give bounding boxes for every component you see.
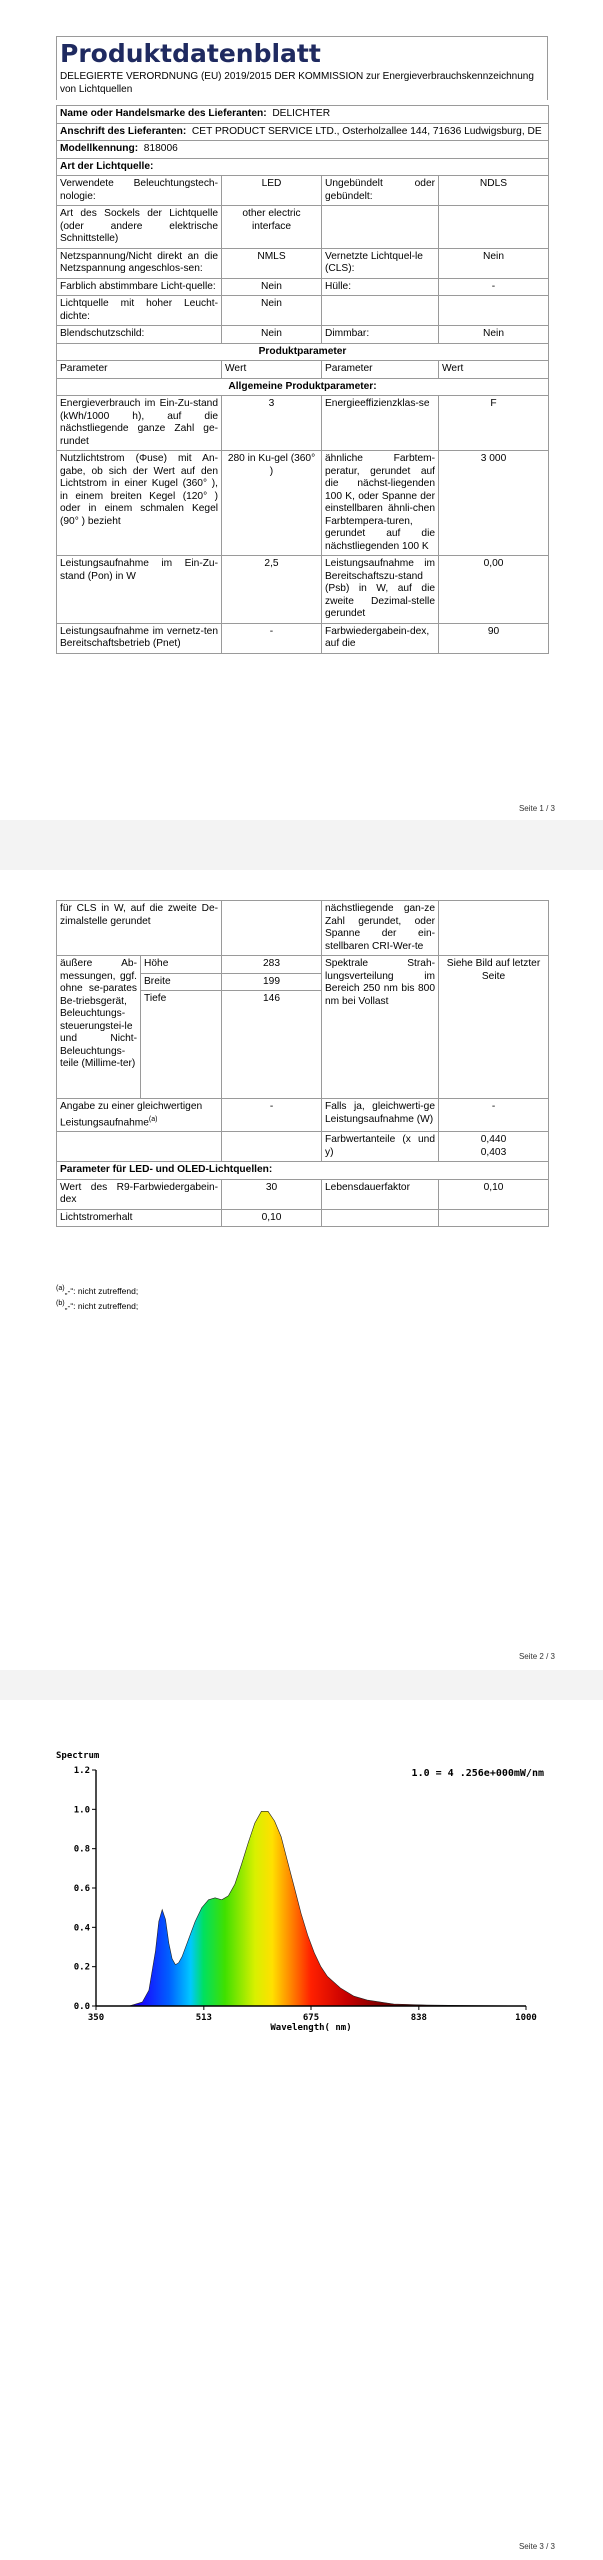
envelope-label: Hülle: [322,278,439,296]
x-tick-label: 350 [87,2013,105,2023]
envelope-value: - [439,278,549,296]
x-axis [88,2006,537,2023]
table-row [57,1099,549,1132]
value-column-header: Wert [439,361,549,379]
model-label: Modellkennung: [60,143,139,154]
r9-value: 30 [222,1179,322,1209]
cls-label: Vernetzte Lichtquel-le (CLS): [322,248,439,278]
document-title: Produktdatenblatt [60,39,321,68]
table-row [57,176,549,206]
table-row [57,623,549,653]
cri-value: 90 [439,623,549,653]
chroma-value [439,1132,549,1162]
standby-label: Leistungsaufnahme im Bereitschaftszu-stand (Psb) in W, auf die zweite Dezimal-stelle gerundet [322,556,439,624]
x-tick-label: 838 [410,2013,427,2023]
depth-value: 146 [222,991,322,1099]
param-column-header: Parameter [322,361,439,379]
y-axis [74,1766,96,2012]
energy-label: Energieverbrauch im Ein-Zu-stand (kWh/1000 h), auf die nächstliegende ganze Zahl ge-rundet [57,396,222,451]
document-header [56,36,548,100]
table-row [57,901,549,956]
table-row [57,326,549,344]
product-params-header: Produktparameter [57,343,549,361]
param-column-header: Parameter [57,361,222,379]
height-label: Höhe [141,956,222,974]
height-value: 283 [222,956,322,974]
socket-value: other electric interface [222,206,322,249]
spectrum-area [96,1811,526,2006]
socket-label: Art des Sockels der Lichtquelle (oder andere elektrische Schnittstelle) [57,206,222,249]
column-header-row [57,361,549,379]
value-column-header: Wert [222,361,322,379]
onpower-label: Leistungsaufnahme im Ein-Zu-stand (Pon) in W [57,556,222,624]
general-params-header-row [57,378,549,396]
page-2 [0,870,603,1670]
equiv-label: Angabe zu einer gleichwertigen Leistungsaufnahme$^{(a)}$ [57,1099,222,1132]
efficiency-value: F [439,396,549,451]
depth-label: Tiefe [141,991,222,1099]
lifetime-value: 0,10 [439,1179,549,1209]
x-axis-label: Wavelength( nm) [270,2023,352,2033]
width-label: Breite [141,973,222,991]
led-header-row [57,1162,549,1180]
cri-label: Farbwiedergabein-dex, auf die [322,623,439,653]
dimmable-value: Nein [439,326,549,344]
width-value: 199 [222,973,322,991]
page-1 [0,0,603,820]
table-row [57,556,549,624]
product-data-table [56,105,549,654]
footnote-a: $^{(a)}$„-“: nicht zutreffend; [56,1284,139,1296]
y-tick-label: 0.8 [73,1844,90,1855]
y-tick-label: 1.2 [73,1766,90,1776]
y-tick-label: 0.4 [73,1923,90,1934]
r9-label: Wert des R9-Farbwiedergabein-dex [57,1179,222,1209]
x-tick-label: 513 [195,2013,212,2023]
footnotes [56,1282,138,1312]
netstandby-label: Leistungsaufnahme im vernetz-ten Bereitschaftsbetrieb (Pnet) [57,623,222,653]
cls-value: Nein [439,248,549,278]
cri-label-cont: nächstliegende gan-ze Zahl gerundet, oder Spanne der ein-stellbaren CRI-Wer-te [322,901,439,956]
cct-value: 3 000 [439,451,549,556]
product-params-header-row [57,343,549,361]
mains-label: Netzspannung/Nicht direkt an die Netzspannung angeschlos-sen: [57,248,222,278]
lifetime-label: Lebensdauerfaktor [322,1179,439,1209]
highlum-label: Lichtquelle mit hoher Leucht-dichte: [57,296,222,326]
address-label: Anschrift des Lieferanten: [60,125,187,137]
flux-maint-value: 0,10 [222,1209,322,1227]
energy-value: 3 [222,396,322,451]
chart-annotation: 1.0 = 4 .256e+000mW/nm [411,1768,544,1779]
y-tick-label: 1.0 [73,1805,90,1816]
flux-value: 280 in Ku-gel (360° ) [222,451,322,556]
footnote-b: $^{(b)}$„-“: nicht zutreffend; [56,1298,139,1311]
address-row [57,123,549,141]
chroma-label: Farbwertanteile (x und y) [322,1132,439,1162]
netstandby-value: - [222,623,322,653]
lightsource-header-row [57,158,549,176]
tech-value: LED [222,176,322,206]
y-tick-label: 0.2 [73,1962,90,1973]
onpower-value: 2,5 [222,556,322,624]
spectrum-chart [56,1748,548,2038]
tunable-label: Farblich abstimmbare Licht-quelle: [57,278,222,296]
table-row [57,451,549,556]
chart-title: Spectrum [56,1751,100,1761]
table-row [57,296,549,326]
table-row [57,1179,549,1209]
lightsource-header: Art der Lichtquelle: [57,158,549,176]
product-data-table-continued [56,900,549,1227]
mains-value: NMLS [222,248,322,278]
table-row [57,248,549,278]
unbundled-value: NDLS [439,176,549,206]
table-row [57,206,549,249]
table-row [57,396,549,451]
netstandby-label-cont: für CLS in W, auf die zweite De-zimalstelle gerundet [57,901,222,956]
equiv-w-value: - [439,1099,549,1132]
table-row [57,278,549,296]
table-row [57,1209,549,1227]
cct-label: ähnliche Farbtem-peratur, gerundet auf die nächst-liegenden 100 K, oder Spanne der einstellbaren ähnli-chen Farbtempera-turen, gerundet auf die nächstliegenden 100 K [322,451,439,556]
page-footer: Seite 2 / 3 [518,1652,555,1661]
page-3 [0,1700,603,2560]
flux-label: Nutzlichtstrom (Φuse) mit An-gabe, ob sich der Wert auf den Lichtstrom in einer Kugel (360° ), in einem breiten Kegel (120° ) oder in einem schmalen Kegel (90° ) bezieht [57,451,222,556]
address-value: CET PRODUCT SERVICE LTD., Osterholzallee 144, 71636 Ludwigsburg, DE [191,125,542,137]
page-separator [0,1670,603,1700]
unbundled-label: Ungebündelt oder gebündelt: [322,176,439,206]
general-params-header: Allgemeine Produktparameter: [57,378,549,396]
x-tick-label: 675 [302,2013,320,2023]
dimmable-label: Dimmbar: [322,326,439,344]
supplier-label: Name oder Handelsmarke des Lieferanten: [60,108,267,119]
page-separator [0,820,603,870]
chroma-x: 0,440 [480,1134,507,1146]
plot-area [96,1770,526,2006]
model-value: 818006 [143,143,178,154]
tunable-value: Nein [222,278,322,296]
highlum-value: Nein [222,296,322,326]
spectral-label: Spektrale Strah-lungsverteilung im Bereich 250 nm bis 800 nm bei Vollast [322,956,439,1099]
table-row [57,1132,549,1162]
model-row [57,141,549,159]
page-footer: Seite 1 / 3 [518,804,555,813]
y-tick-label: 0.6 [73,1884,90,1894]
equiv-w-label: Falls ja, gleichwerti-ge Leistungsaufnahme (W) [322,1099,439,1132]
supplier-value: DELICHTER [272,108,331,119]
standby-value: 0,00 [439,556,549,624]
equiv-value: - [222,1099,322,1132]
document-subtitle: DELEGIERTE VERORDNUNG (EU) 2019/2015 DER KOMMISSION zur Energieverbrauchskennzeichnung von Lichtquellen [60,71,534,95]
efficiency-label: Energieeffizienzklas-se [322,396,439,451]
tech-label: Verwendete Beleuchtungstech-nologie: [57,176,222,206]
page-footer: Seite 3 / 3 [518,2542,555,2551]
spectral-value: Siehe Bild auf letzter Seite [439,956,549,1099]
table-row [57,956,549,974]
dims-label: äußere Ab-messungen, ggf. ohne se-parates Be-triebsgerät, Beleuchtungs-steuerungstei-le und Nicht-Beleuchtungs-teile (Millime-ter) [57,956,141,1099]
flux-maint-label: Lichtstromerhalt [57,1209,222,1227]
x-tick-label: 1000 [515,2013,537,2023]
led-params-header: Parameter für LED- und OLED-Lichtquellen: [57,1162,549,1180]
chroma-y: 0,403 [480,1146,507,1158]
y-tick-label: 0.0 [73,2002,90,2012]
glare-label: Blendschutzschild: [57,326,222,344]
glare-value: Nein [222,326,322,344]
supplier-row [57,106,549,124]
